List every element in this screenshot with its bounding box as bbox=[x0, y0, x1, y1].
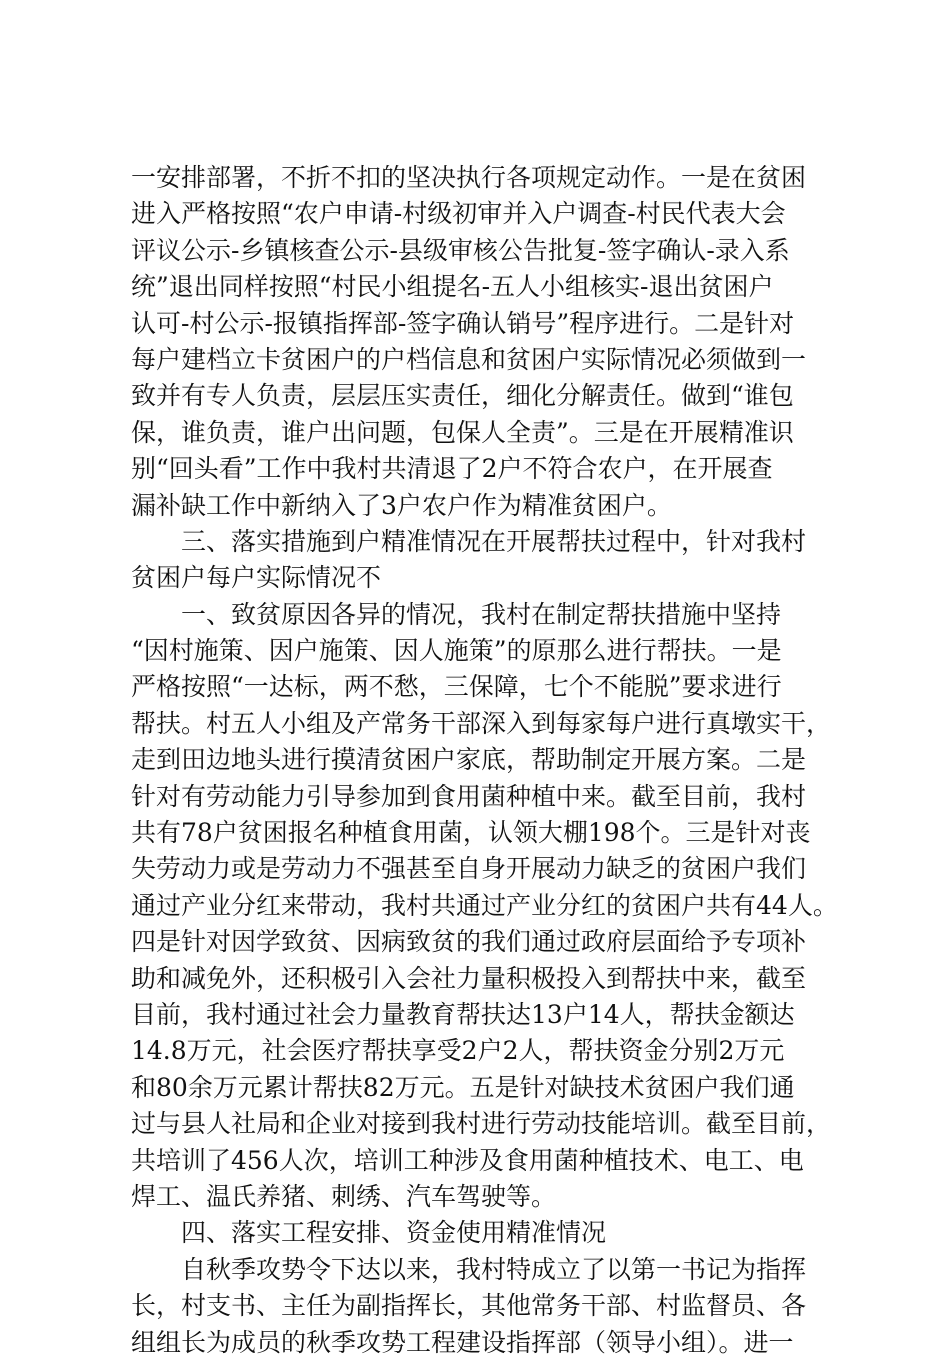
text-line: 助和减免外，还积极引入会社力量积极投入到帮扶中来，截至 bbox=[131, 963, 807, 993]
text-line: 每户建档立卡贫困户的户档信息和贫困户实际情况必须做到一 bbox=[131, 344, 807, 374]
text-line: 14.8万元，社会医疗帮扶享受2户2人，帮扶资金分别2万元 bbox=[131, 1036, 785, 1066]
text-line: 进入严格按照“农户申请-村级初审并入户调查-村民代表大会 bbox=[131, 199, 786, 229]
section-heading-3: 三、落实措施到户精准情况在开展帮扶过程中，针对我村 bbox=[181, 526, 807, 556]
text-line: 漏补缺工作中新纳入了3户农户作为精准贫困户。 bbox=[131, 490, 672, 520]
text-line: 通过产业分红来带动，我村共通过产业分红的贫困户共有44人。 bbox=[131, 890, 838, 920]
text-line: 共有78户贫困报名种植食用菌，认领大棚198个。三是针对丧 bbox=[131, 818, 811, 848]
text-line: 失劳动力或是劳动力不强甚至自身开展动力缺乏的贫困户我们 bbox=[131, 854, 807, 884]
section-heading-4: 四、落实工程安排、资金使用精准情况 bbox=[181, 1218, 607, 1248]
text-line: “因村施策、因户施策、因人施策”的原那么进行帮扶。一是 bbox=[131, 636, 782, 666]
paragraph-start: 一、致贫原因各异的情况，我村在制定帮扶措施中坚持 bbox=[181, 599, 782, 629]
text-line: 和80余万元累计帮扶82万元。五是针对缺技术贫困户我们通 bbox=[131, 1072, 795, 1102]
text-line: 认可-村公示-报镇指挥部-签字确认销号”程序进行。二是针对 bbox=[131, 308, 795, 338]
text-line: 过与县人社局和企业对接到我村进行劳动技能培训。截至目前， bbox=[131, 1109, 832, 1139]
text-line: 共培训了456人次，培训工种涉及食用菌种植技术、电工、电 bbox=[131, 1145, 804, 1175]
text-line: 别“回头看”工作中我村共清退了2户不符合农户，在开展查 bbox=[131, 454, 773, 484]
text-line: 评议公示-乡镇核查公示-县级审核公告批复-签字确认-录入系 bbox=[131, 235, 790, 265]
text-line: 致并有专人负责，层层压实责任，细化分解责任。做到“谁包 bbox=[131, 381, 794, 411]
body-text bbox=[131, 160, 838, 1361]
text-line: 目前，我村通过社会力量教育帮扶达13户14人，帮扶金额达 bbox=[131, 999, 795, 1029]
text-line: 焊工、温氏养猪、刺绣、汽车驾驶等。 bbox=[131, 1181, 557, 1211]
text-line: 保，谁负责，谁户出问题，包保人全责”。三是在开展精准识 bbox=[131, 417, 794, 447]
text-line: 统”退出同样按照“村民小组提名-五人小组核实-退出贫困户 bbox=[131, 272, 774, 302]
text-line: 四是针对因学致贫、因病致贫的我们通过政府层面给予专项补 bbox=[131, 927, 807, 957]
text-line: 严格按照“一达标，两不愁，三保障，七个不能脱”要求进行 bbox=[131, 672, 782, 702]
text-line: 组组长为成员的秋季攻势工程建设指挥部（领导小组）。进一 bbox=[131, 1327, 794, 1357]
text-line: 一安排部署，不折不扣的坚决执行各项规定动作。一是在贫困 bbox=[131, 163, 807, 192]
text-line: 走到田边地头进行摸清贫困户家底，帮助制定开展方案。二是 bbox=[131, 745, 807, 775]
text-line: 针对有劳动能力引导参加到食用菌种植中来。截至目前，我村 bbox=[131, 781, 807, 811]
text-line: 贫困户每户实际情况不 bbox=[131, 563, 382, 593]
paragraph-start: 自秋季攻势令下达以来，我村特成立了以第一书记为指挥 bbox=[181, 1254, 807, 1284]
text-line: 帮扶。村五人小组及产常务干部深入到每家每户进行真墩实干， bbox=[131, 708, 832, 738]
text-line: 长，村支书、主任为副指挥长，其他常务干部、村监督员、各 bbox=[131, 1291, 807, 1321]
